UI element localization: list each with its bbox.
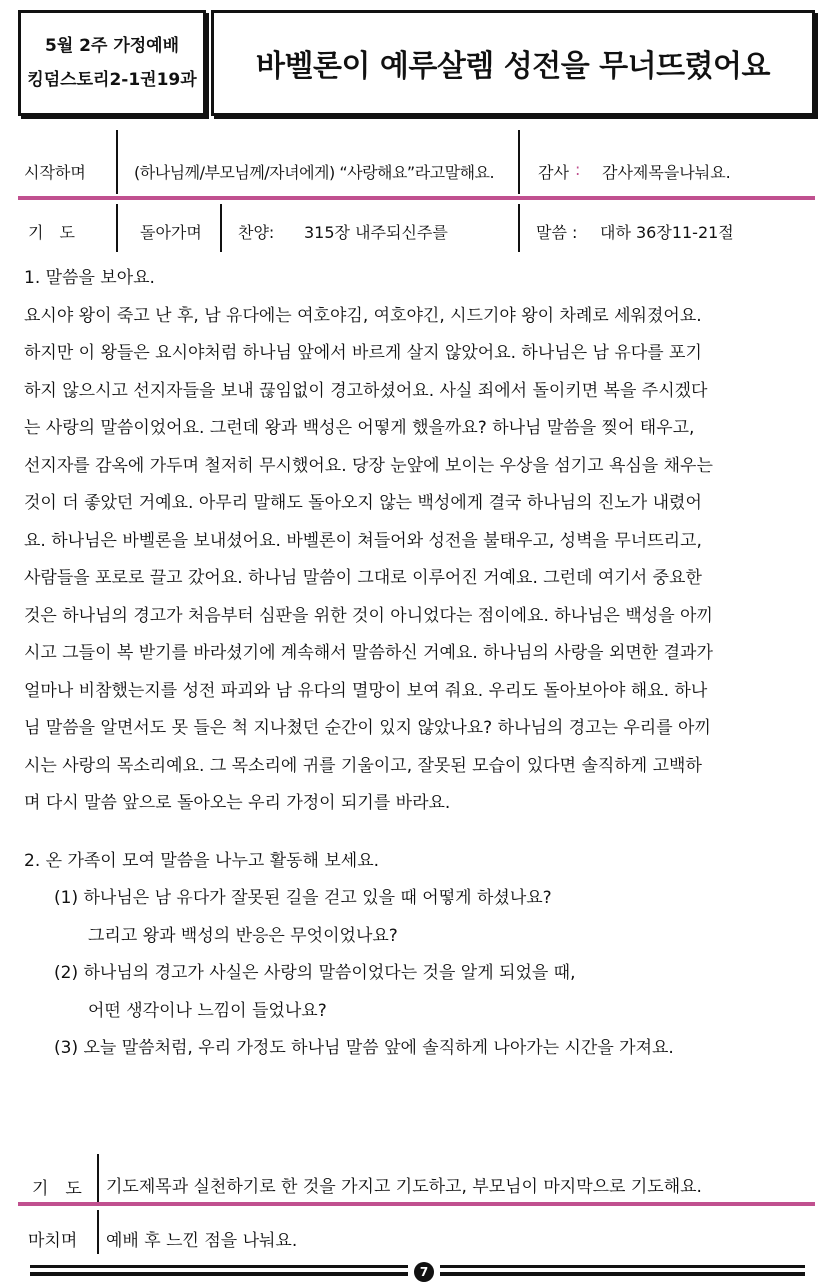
body-line: 사람들을 포로로 끌고 갔어요. 하나님 말씀이 그대로 이루어진 거예요. 그런데 여기서 중요한 xyxy=(24,568,702,588)
closing-end-text: 예배 후 느낀 점을 나눠요. xyxy=(106,1231,298,1251)
question-3: (3) 오늘 말씀처럼, 우리 가정도 하나님 말씀 앞에 솔직하게 나아가는 시간을 가져요. xyxy=(54,1038,674,1058)
divider xyxy=(518,130,520,194)
thanks-colon: : xyxy=(575,160,581,179)
question-2-cont: 어떤 생각이나 느낌이 들었나요? xyxy=(88,1000,327,1021)
question-1-cont: 그리고 왕과 백성의 반응은 무엇이었나요? xyxy=(88,925,398,946)
question-2: (2) 하나님의 경고가 사실은 사랑의 말씀이었다는 것을 알게 되었을 때, xyxy=(54,963,576,983)
page-number: 7 xyxy=(414,1262,434,1282)
body-line: 얼마나 비참했는지를 성전 파괴와 남 유다의 멸망이 보여 줘요. 우리도 돌아보아야 해요. 하나 xyxy=(24,680,708,701)
divider xyxy=(97,1210,99,1254)
section1-heading: 1. 말씀을 보아요. xyxy=(24,268,155,288)
closing-prayer-label: 기 도 xyxy=(32,1179,82,1199)
closing-prayer-text: 기도제목과 실천하기로 한 것을 가지고 기도하고, 부모님이 마지막으로 기도해요. xyxy=(106,1177,702,1197)
main-content xyxy=(24,260,814,1068)
page-title: 바벨론이 예루살렘 성전을 무너뜨렸어요 xyxy=(211,10,815,116)
divider xyxy=(116,204,118,252)
body-line: 시고 그들이 복 받기를 바라셨기에 계속해서 말씀하신 거예요. 하나님의 사랑을 외면한 결과가 xyxy=(24,643,713,663)
word-label: 말씀 : xyxy=(536,223,578,242)
divider xyxy=(518,204,520,252)
body-line: 요시야 왕이 죽고 난 후, 남 유다에는 여호야김, 여호야긴, 시드기야 왕이 차례로 세워졌어요. xyxy=(24,305,702,326)
pink-divider xyxy=(18,196,815,200)
divider xyxy=(116,130,118,194)
thanks-text: 감사제목을나눠요. xyxy=(602,163,731,182)
body-line: 선지자를 감옥에 가두며 철저히 무시했어요. 당장 눈앞에 보이는 우상을 섬기고 욕심을 채우는 xyxy=(24,455,713,476)
divider xyxy=(97,1154,99,1202)
body-line: 하지 않으시고 선지자들을 보내 끊임없이 경고하셨어요. 사실 죄에서 돌이키면 복을 주시겠다 xyxy=(24,380,708,401)
body-line: 것이 더 좋았던 거예요. 아무리 말해도 돌아오지 않는 백성에게 결국 하나님의 진노가 내렸어 xyxy=(24,493,702,513)
question-1: (1) 하나님은 남 유다가 잘못된 길을 걷고 있을 때 어떻게 하셨나요? xyxy=(54,888,552,908)
week-label: 5월 2주 가정예배 xyxy=(44,36,180,56)
body-line: 는 사랑의 말씀이었어요. 그런데 왕과 백성은 어떻게 했을까요? 하나님 말씀을 찢어 태우고, xyxy=(24,418,695,438)
pink-divider xyxy=(18,1202,815,1206)
divider xyxy=(220,204,222,252)
body-line: 시는 사랑의 목소리예요. 그 목소리에 귀를 기울이고, 잘못된 모습이 있다면 솔직하게 고백하 xyxy=(24,755,702,776)
body-line: 것은 하나님의 경고가 처음부터 심판을 위한 것이 아니었다는 점이에요. 하나님은 백성을 아끼 xyxy=(24,605,713,626)
start-label: 시작하며 xyxy=(24,163,86,182)
hymn-label: 찬양: xyxy=(238,223,275,242)
body-line: 며 다시 말씀 앞으로 돌아오는 우리 가정이 되기를 바라요. xyxy=(24,793,451,813)
prayer-text: 돌아가며 xyxy=(140,223,202,242)
start-text: (하나님께/부모님께/자녀에게) “사랑해요”라고말해요. xyxy=(134,163,495,182)
week-lesson-box xyxy=(18,10,206,116)
body-line: 요. 하나님은 바벨론을 보내셨어요. 바벨론이 쳐들어와 성전을 불태우고, 성벽을 무너뜨리고, xyxy=(24,530,702,551)
closing-end-label: 마치며 xyxy=(28,1231,78,1251)
lesson-label: 킹덤스토리2-1권19과 xyxy=(27,70,197,90)
body-line: 하지만 이 왕들은 요시야처럼 하나님 앞에서 바르게 살지 않았어요. 하나님은 남 유다를 포기 xyxy=(24,343,702,363)
section2-heading: 2. 온 가족이 모여 말씀을 나누고 활동해 보세요. xyxy=(24,850,380,871)
hymn-text: 315장 내주되신주를 xyxy=(304,223,448,242)
prayer-label: 기 도 xyxy=(28,223,75,242)
thanks-label: 감사 xyxy=(538,163,569,182)
word-text: 대하 36장11-21절 xyxy=(600,223,734,242)
body-line: 님 말씀을 알면서도 못 들은 척 지나쳤던 순간이 있지 않았나요? 하나님의 경고는 우리를 아끼 xyxy=(24,718,711,738)
